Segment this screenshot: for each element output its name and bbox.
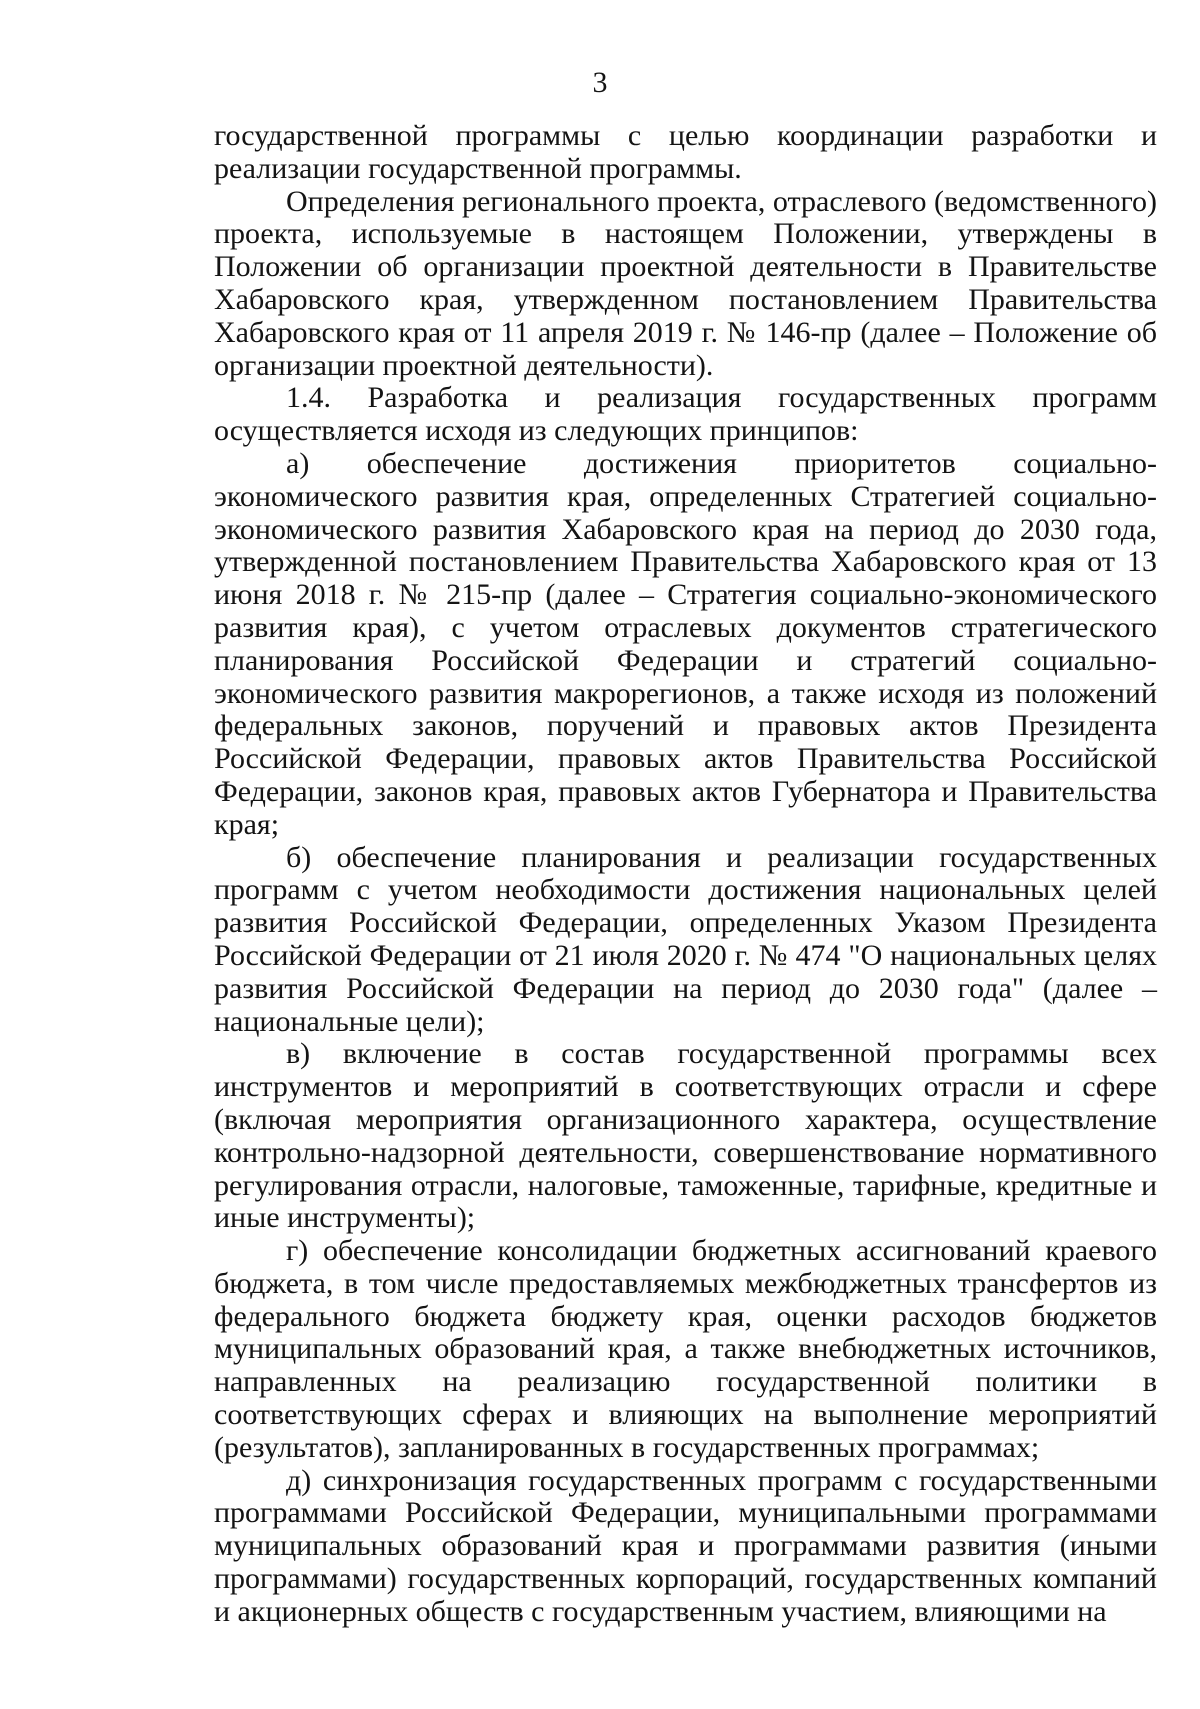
paragraph-item-a: а) обеспечение достижения приоритетов социально-экономического развития края, определенных Стратегией социально-экономического развития Хабаровского края на период до 2030 года, утвержденной постановлением Правительства Хабаровского края от 13 июня 2018 г. № 215-пр (далее – Стратегия социально-экономического развития края), с учетом отраслевых документов стратегического планирования Российской Федерации и стратегий социально-экономического развития макрорегионов, а также исходя из положений федеральных законов, поручений и правовых актов Президента Российской Федерации, правовых актов Правительства Российской Федерации, законов края, правовых актов Губернатора и Правительства края; [214,446,1157,841]
paragraph-item-v: в) включение в состав государственной программы всех инструментов и мероприятий в соответствующих отрасли и сфере (включая мероприятия организационного характера, осуществление контрольно-надзорной деятельности, совершенствование нормативного регулирования отрасли, налоговые, таможенные, тарифные, кредитные и иные инструменты); [214,1037,1157,1235]
paragraph-definitions: Определения регионального проекта, отраслевого (ведомственного) проекта, используемые в настоящем Положении, утверждены в Положении об организации проектной деятельности в Правительстве Хабаровского края, утвержденном постановлением Правительства Хабаровского края от 11 апреля 2019 г. № 146-пр (далее – Положение об организации проектной деятельности). [214,184,1157,382]
page-number: 3 [592,66,608,99]
paragraph-continuation: государственной программы с целью координации разработки и реализации государственной программы. [214,119,1157,185]
document-body [214,120,1157,1629]
paragraph-item-g: г) обеспечение консолидации бюджетных ассигнований краевого бюджета, в том числе предоставляемых межбюджетных трансфертов из федерального бюджета бюджету края, оценки расходов бюджетов муниципальных образований края, а также внебюджетных источников, направленных на реализацию государственной политики в соответствующих сферах и влияющих на выполнение мероприятий (результатов), запланированных в государственных программах; [214,1234,1157,1464]
paragraph-section-1-4: 1.4. Разработка и реализация государственных программ осуществляется исходя из следующих принципов: [214,381,1157,448]
paragraph-item-d: д) синхронизация государственных программ с государственными программами Российской Федерации, муниципальными программами муниципальных образований края и программами развития (иными программами) государственных корпораций, государственных компаний и акционерных обществ с государственным участием, влияющими на [214,1463,1157,1628]
paragraph-item-b: б) обеспечение планирования и реализации государственных программ с учетом необходимости достижения национальных целей развития Российской Федерации, определенных Указом Президента Российской Федерации от 21 июля 2020 г. № 474 "О национальных целях развития Российской Федерации на период до 2030 года" (далее – национальные цели); [214,840,1157,1038]
